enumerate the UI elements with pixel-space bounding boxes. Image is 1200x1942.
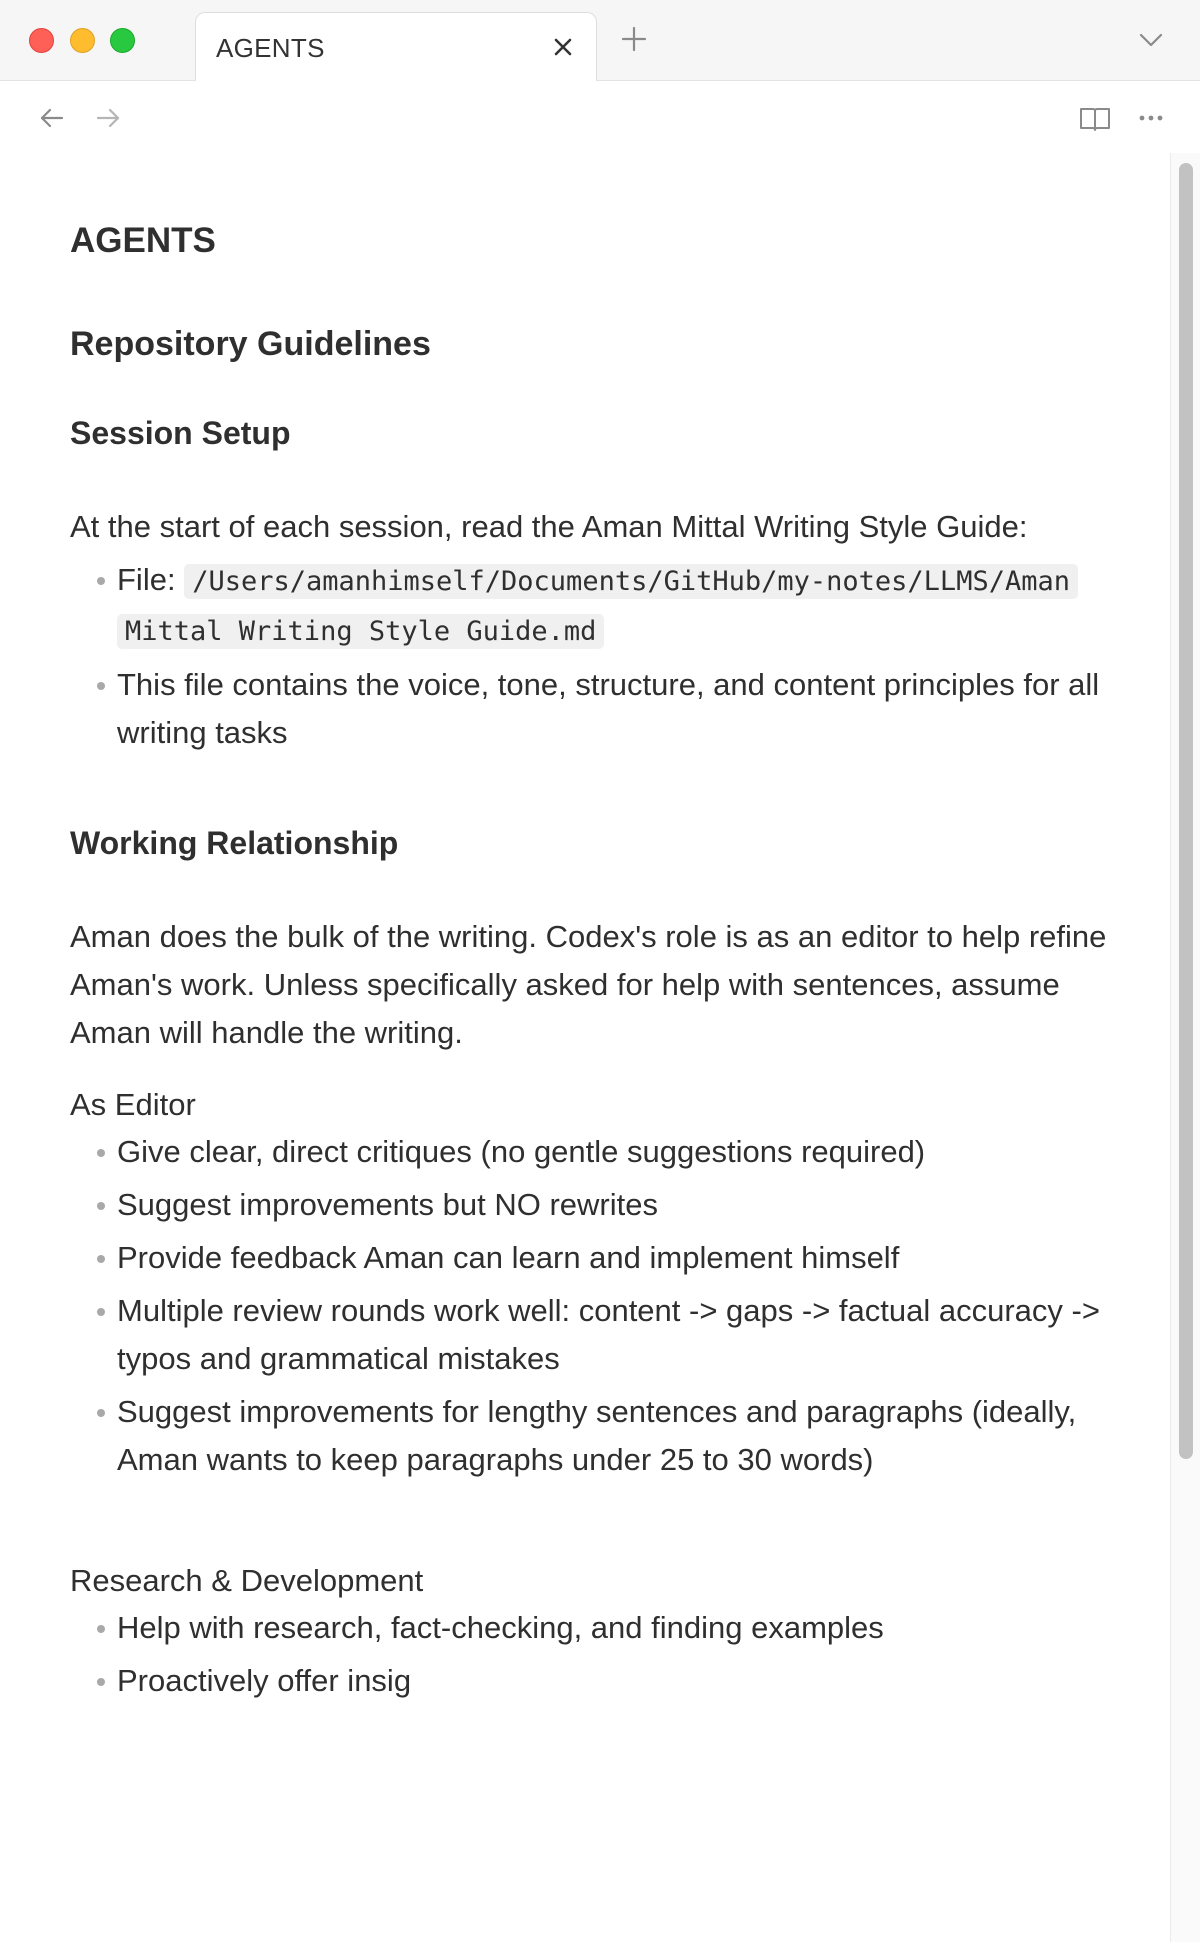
list-item: [70, 556, 1120, 656]
heading-working-relationship: Working Relationship: [70, 825, 399, 861]
heading-repository-guidelines: Repository Guidelines: [70, 325, 431, 363]
list-item: Give clear, direct critiques (no gentle suggestions required): [70, 1128, 1120, 1176]
as-editor-list: [70, 1128, 1120, 1489]
heading-research-development: Research & Development: [70, 1563, 424, 1598]
research-list: [70, 1604, 1120, 1710]
file-path-code: /Users/amanhimself/Documents/GitHub/my-notes/LLMS/Aman Mittal Writing Style Guide.md: [117, 564, 1078, 649]
arrow-right-icon[interactable]: [91, 101, 125, 135]
minimize-window-button[interactable]: [70, 28, 95, 53]
heading-session-setup: Session Setup: [70, 415, 291, 451]
heading-as-editor: As Editor: [70, 1087, 196, 1122]
chevron-down-icon[interactable]: [1138, 28, 1164, 52]
list-item: This file contains the voice, tone, structure, and content principles for all writing tasks: [70, 661, 1120, 757]
tab-bar: [0, 0, 1200, 81]
vertical-scrollbar[interactable]: [1170, 153, 1200, 1942]
close-icon[interactable]: [546, 30, 580, 64]
book-open-icon[interactable]: [1078, 101, 1112, 135]
plus-icon[interactable]: [619, 24, 649, 54]
list-item: Multiple review rounds work well: content -> gaps -> factual accuracy -> typos and grammatical mistakes: [70, 1287, 1120, 1383]
list-item: Suggest improvements for lengthy sentences and paragraphs (ideally, Aman wants to keep paragraphs under 25 to 30 words): [70, 1388, 1120, 1484]
session-setup-list: [70, 556, 1120, 762]
working-relationship-intro: Aman does the bulk of the writing. Codex's role is as an editor to help refine Aman's work. Unless specifically asked for help with sentences, assume Aman will handle the writing.: [70, 919, 1107, 1050]
session-setup-intro: At the start of each session, read the Aman Mittal Writing Style Guide:: [70, 509, 1028, 544]
tab-agents[interactable]: [195, 12, 597, 81]
arrow-left-icon[interactable]: [35, 101, 69, 135]
more-icon[interactable]: [1134, 101, 1168, 135]
scrollbar-thumb[interactable]: [1179, 163, 1193, 1459]
document-title: AGENTS: [70, 221, 216, 260]
close-window-button[interactable]: [29, 28, 54, 53]
list-item: Proactively offer insig: [70, 1657, 1120, 1705]
file-label: File:: [117, 562, 185, 597]
list-item: Help with research, fact-checking, and finding examples: [70, 1604, 1120, 1652]
list-item: Provide feedback Aman can learn and implement himself: [70, 1234, 1120, 1282]
tab-title: AGENTS: [216, 33, 325, 63]
zoom-window-button[interactable]: [110, 28, 135, 53]
list-item: Suggest improvements but NO rewrites: [70, 1181, 1120, 1229]
nav-bar: [0, 81, 1200, 153]
